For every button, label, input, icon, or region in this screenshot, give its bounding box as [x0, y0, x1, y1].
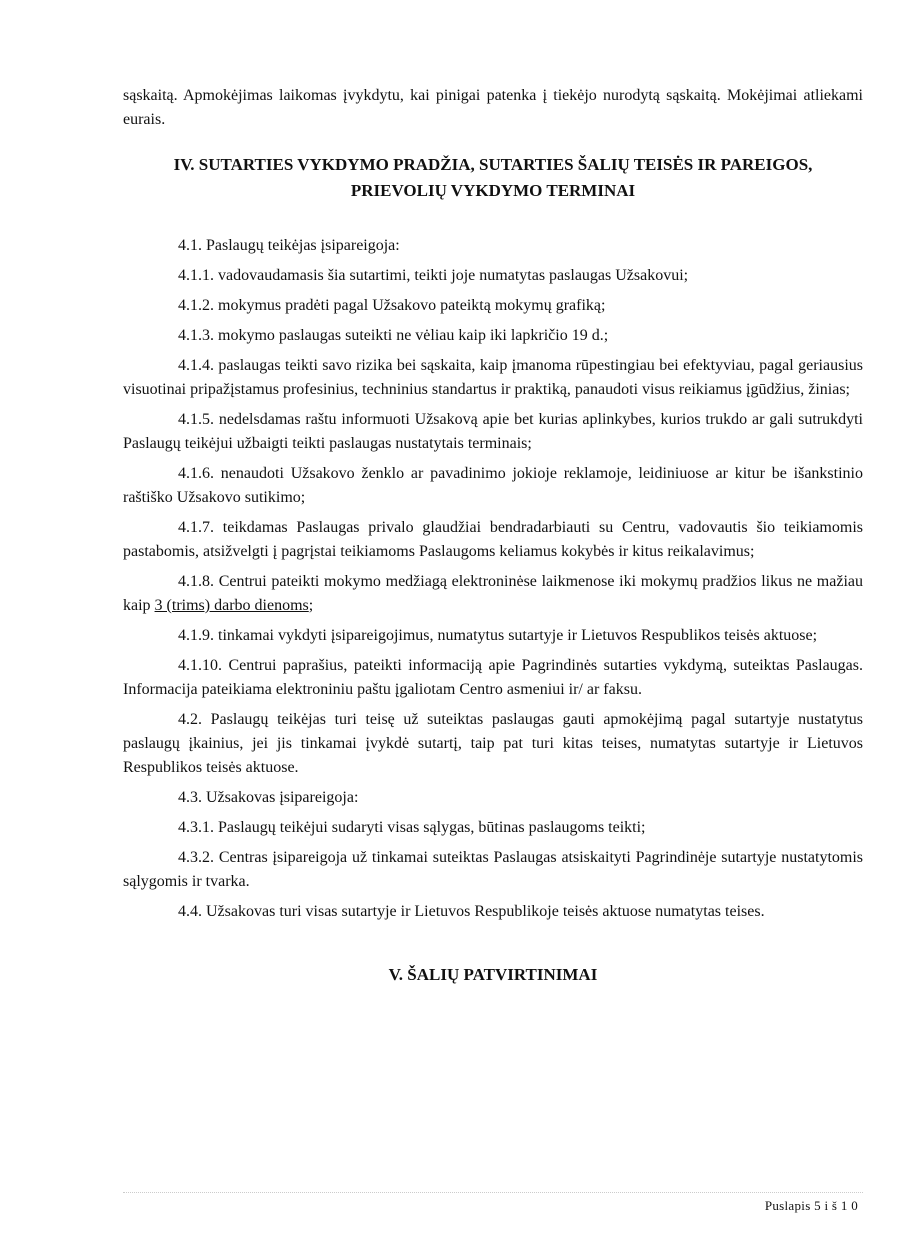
document-page: [123, 84, 863, 1018]
page-number: Puslapis 5 i š 1 0: [764, 1198, 858, 1213]
paragraph-4-1-10: 4.1.10. Centrui paprašius, pateikti informaciją apie Pagrindinės sutarties vykdymą, suteiktas Paslaugas. Informacija pateikiama elektroniniu paštu įgaliotam Centro asmeniui ir/ ar faksu.: [123, 657, 863, 698]
section-4-title: IV. SUTARTIES VYKDYMO PRADŽIA, SUTARTIES ŠALIŲ TEISĖS IR PAREIGOS, PRIEVOLIŲ VYKDYMO TERMINAI: [173, 155, 813, 200]
paragraph-4-1-9: 4.1.9. tinkamai vykdyti įsipareigojimus, numatytus sutartyje ir Lietuvos Respublikos teisės aktuose;: [178, 627, 818, 644]
paragraph-4-1-5: 4.1.5. nedelsdamas raštu informuoti Užsakovą apie bet kurias aplinkybes, kurios trukdo ar gali sutrukdyti Paslaugų teikėjui užbaigti teikti paslaugas nustatytais terminais;: [123, 411, 863, 452]
underlined-deadline: 3 (trims) darbo dienoms: [154, 597, 309, 614]
section-5-title: V. ŠALIŲ PATVIRTINIMAI: [388, 965, 598, 984]
paragraph-4-3-2: 4.3.2. Centras įsipareigoja už tinkamai suteiktas Paslaugas atsiskaityti Pagrindinėje sutartyje nustatytomis sąlygomis ir tvarka.: [123, 849, 863, 890]
paragraph-4-1-3: 4.1.3. mokymo paslaugas suteikti ne vėliau kaip iki lapkričio 19 d.;: [178, 327, 609, 344]
paragraph-4-1-7: 4.1.7. teikdamas Paslaugas privalo glaudžiai bendradarbiauti su Centru, vadovautis šio teikiamomis pastabomis, atsižvelgti į pagrįstai teikiamoms Paslaugoms keliamus kokybės ir kitus reikalavimus;: [123, 519, 863, 560]
paragraph-4-1: 4.1. Paslaugų teikėjas įsipareigoja:: [178, 237, 400, 254]
paragraph-4-3: 4.3. Užsakovas įsipareigoja:: [178, 789, 359, 806]
footer-divider: [123, 1192, 863, 1193]
paragraph-4-1-1: 4.1.1. vadovaudamasis šia sutartimi, teikti joje numatytas paslaugas Užsakovui;: [178, 267, 689, 284]
paragraph-4-1-8: 4.1.8. Centrui pateikti mokymo medžiagą elektroninėse laikmenose iki mokymų pradžios likus ne mažiau kaip 3 (trims) darbo dienoms;: [123, 573, 863, 614]
paragraph-4-2: 4.2. Paslaugų teikėjas turi teisę už suteiktas paslaugas gauti apmokėjimą pagal sutartyje nustatytus paslaugų įkainius, jei jis tinkamai įvykdė sutartį, taip pat turi kitas teises, numatytas sutartyje ir Lietuvos Respublikos teisės aktuose.: [123, 711, 863, 776]
paragraph-4-3-1: 4.3.1. Paslaugų teikėjui sudaryti visas sąlygas, būtinas paslaugoms teikti;: [178, 819, 646, 836]
paragraph-4-1-4: 4.1.4. paslaugas teikti savo rizika bei sąskaita, kaip įmanoma rūpestingiau bei efektyviau, pagal geriausius visuotinai pripažįstamus profesinius, techninius standartus ir praktiką, panaudoti visus reikiamus įgūdžius, žinias;: [123, 357, 863, 398]
paragraph-4-1-6: 4.1.6. nenaudoti Užsakovo ženklo ar pavadinimo jokioje reklamoje, leidiniuose ar kitur be išankstinio raštiško Užsakovo sutikimo;: [123, 465, 863, 506]
paragraph-4-1-2: 4.1.2. mokymus pradėti pagal Užsakovo pateiktą mokymų grafiką;: [178, 297, 606, 314]
paragraph-4-4: 4.4. Užsakovas turi visas sutartyje ir Lietuvos Respublikoje teisės aktuose numatytas teises.: [178, 903, 765, 920]
intro-paragraph: sąskaitą. Apmokėjimas laikomas įvykdytu, kai pinigai patenka į tiekėjo nurodytą sąskaitą. Mokėjimai atliekami eurais.: [123, 87, 863, 128]
